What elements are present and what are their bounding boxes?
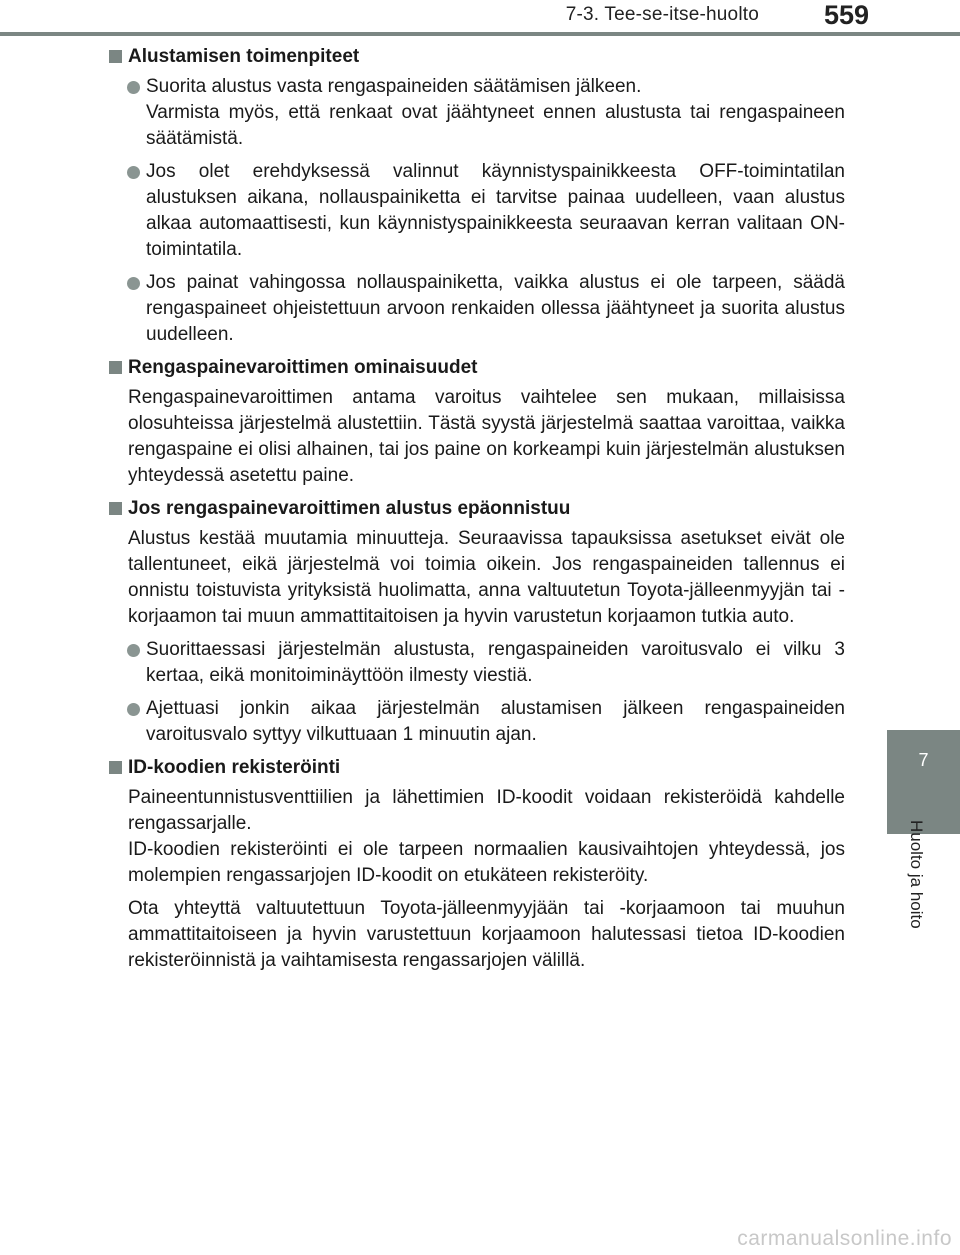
section-title: 7-3. Tee-se-itse-huolto [565,4,759,25]
main-content [108,44,845,981]
heading-text: Rengaspainevaroittimen ominaisuudet [128,357,478,378]
watermark: carmanualsonline.info [737,1227,952,1250]
header-divider [0,32,960,36]
bullet-item [108,270,845,348]
square-bullet-icon [109,361,122,374]
chapter-title: Huolto ja hoito [907,820,926,929]
page-number: 559 [824,0,870,30]
bullet-item [108,637,845,689]
circle-bullet-icon [127,277,140,290]
heading-text: Alustamisen toimenpiteet [128,46,360,67]
heading-text: Jos rengaspainevaroittimen alustus epäonnistuu [128,498,571,519]
chapter-title-vertical [906,820,934,950]
circle-bullet-icon [127,166,140,179]
section-id-koodien-rekisterointi [108,755,845,974]
bullet-text: Varmista myös, että renkaat ovat jäähtyneet ennen alustusta tai rengaspaineen säätämistä. [146,102,845,149]
paragraph: ID-koodien rekisteröinti ei ole tarpeen normaalien kausivaihtojen yhteydessä, jos molempien rengassarjojen ID-koodit on etukäteen rekisteröity. [128,839,845,886]
paragraph: Ota yhteyttä valtuutettuun Toyota-jälleenmyyjään tai -korjaamoon tai muuhun ammattitaitoiseen ja hyvin varustettuun korjaamoon halutessasi tietoa ID-koodien rekisteröinnistä ja vaihtamisesta rengassarjojen välillä. [128,898,845,971]
chapter-number: 7 [918,750,929,770]
section-heading [108,496,845,522]
section-rengaspainevaroittimen-ominaisuudet [108,355,845,489]
circle-bullet-icon [127,703,140,716]
heading-text: ID-koodien rekisteröinti [128,757,341,778]
bullet-text: Suorita alustus vasta rengaspaineiden säätämisen jälkeen. [146,76,642,97]
paragraph: Paineentunnistusventtiilien ja lähettimien ID-koodit voidaan rekisteröidä kahdelle rengassarjalle. [128,787,845,834]
section-heading [108,355,845,381]
square-bullet-icon [109,502,122,515]
bullet-item [108,159,845,263]
bullet-text: Jos olet erehdyksessä valinnut käynnistyspainikkeesta OFF-toimintatilan alustuksen aikana, nollauspainiketta ei tarvitse painaa uudelleen, vaan alustus alkaa automaattisesti, kun käynnistyspainikkeesta seuraavan kerran valitaan ON-toimintatila. [146,161,845,260]
section-heading [108,44,845,70]
bullet-text: Suorittaessasi järjestelmän alustusta, rengaspaineiden varoitusvalo ei vilku 3 kertaa, eikä monitoiminäyttöön ilmesty viestiä. [146,639,845,686]
circle-bullet-icon [127,644,140,657]
square-bullet-icon [109,50,122,63]
paragraph: Alustus kestää muutamia minuutteja. Seuraavissa tapauksissa asetukset eivät ole tallentuneet, eikä järjestelmä voi toimia oikein. Jos rengaspaineiden tallennus ei onnistu toistuvista yrityksistä huolimatta, anna valtuutetun Toyota-jälleenmyyjän tai -korjaamon tai muun ammattitaitoisen ja hyvin varustetun korjaamon tutkia auto. [128,528,845,627]
bullet-item [108,74,845,152]
circle-bullet-icon [127,81,140,94]
section-heading [108,755,845,781]
section-alustamisen-toimenpiteet [108,44,845,348]
bullet-text: Ajettuasi jonkin aikaa järjestelmän alustamisen jälkeen rengaspaineiden varoitusvalo syttyy vilkuttuaan 1 minuutin ajan. [146,698,845,745]
paragraph: Rengaspainevaroittimen antama varoitus vaihtelee sen mukaan, millaisissa olosuhteissa järjestelmä alustettiin. Tästä syystä järjestelmä saattaa varoittaa, vaikka rengaspaine ei olisi alhainen, tai jos paine on korkeampi kuin järjestelmän alustuksen yhteydessä asetettu paine. [128,387,845,486]
bullet-text: Jos painat vahingossa nollauspainiketta, vaikka alustus ei ole tarpeen, säädä rengaspaineet ohjeistettuun arvoon renkaiden ollessa jäähtyneet ja suorita alustus uudelleen. [146,272,845,345]
bullet-item [108,696,845,748]
chapter-tab [887,730,960,834]
section-alustus-epaonnistuu [108,496,845,748]
square-bullet-icon [109,761,122,774]
